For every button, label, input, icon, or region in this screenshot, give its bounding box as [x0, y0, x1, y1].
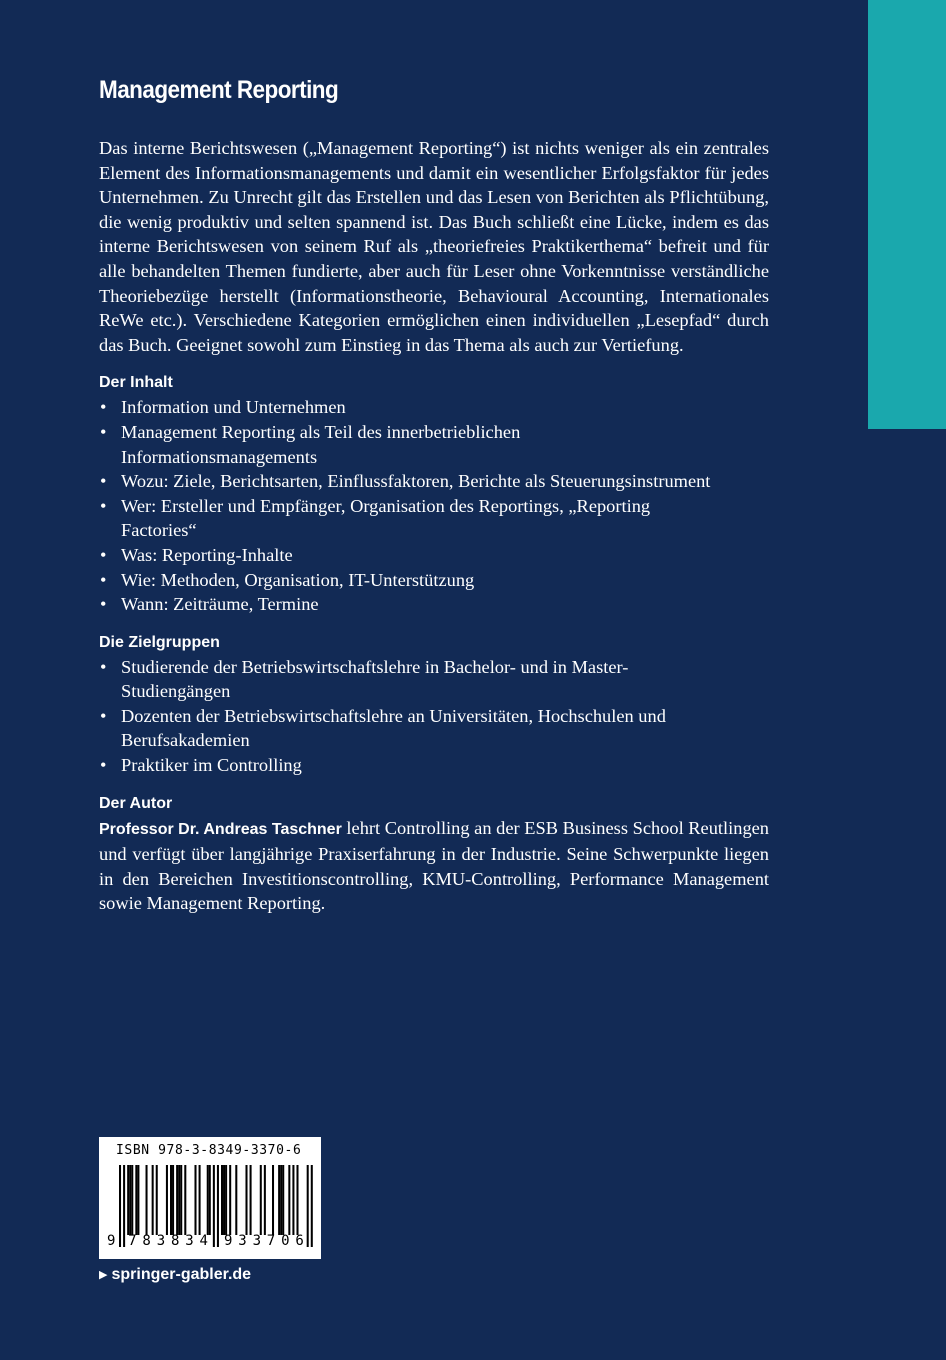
barcode-bar [282, 1165, 284, 1235]
section-heading: Die Zielgruppen [99, 633, 220, 651]
author-bio: lehrt Controlling an der ESB Business School Reutlingen und verfügt über langjährige Praxiserfahrung in der Industrie. Seine Schwerpunkte liegen in den Bereichen Investitionscontrolling, KMU-Controlling, Performance Management sowie Management Reporting. [99, 817, 769, 914]
section-zielgruppen [99, 631, 769, 778]
accent-stripe [868, 0, 946, 429]
barcode-bar [280, 1165, 282, 1235]
author-paragraph [99, 816, 769, 916]
barcode-bar [296, 1165, 298, 1235]
barcode-digits [99, 1233, 321, 1253]
barcode-digit: 8 [171, 1233, 180, 1249]
barcode-bar [176, 1165, 178, 1235]
barcode-digit: 7 [128, 1233, 137, 1249]
barcode-digit: 3 [238, 1233, 247, 1249]
barcode-digit: 7 [266, 1233, 276, 1249]
inhalt-list [99, 395, 769, 616]
barcode-digit: 3 [252, 1233, 262, 1249]
barcode-bar [127, 1165, 129, 1235]
isbn-label: ISBN 978-3-8349-3370-6 [116, 1143, 302, 1158]
barcode-bar [235, 1165, 237, 1235]
book-title: Management Reporting [99, 76, 339, 104]
author-name: Professor Dr. Andreas Taschner [99, 820, 342, 838]
list-item: • Dozenten der Betriebswirtschaftslehre an Universitäten, Hochschulen und Berufsakademien [99, 704, 691, 753]
barcode-bar [166, 1165, 168, 1235]
barcode-bar [146, 1165, 148, 1235]
barcode-digit: 9 [107, 1233, 116, 1249]
list-item: • Management Reporting als Teil des innerbetrieblichen Informationsmanagements [99, 420, 591, 469]
barcode-bar [272, 1165, 274, 1235]
barcode-bar [207, 1165, 209, 1235]
arrow-right-icon: ▶ [99, 1269, 108, 1281]
barcode-bar [245, 1165, 247, 1235]
barcode-bar [172, 1165, 174, 1235]
barcode-bar [223, 1165, 225, 1235]
barcode-bar [135, 1165, 137, 1235]
barcode-bar [156, 1165, 158, 1235]
back-cover-text [99, 72, 769, 916]
list-item: • Was: Reporting-Inhalte [99, 543, 769, 568]
website-label: springer-gabler.de [111, 1266, 252, 1283]
section-inhalt [99, 371, 769, 616]
barcode-bar [184, 1165, 186, 1235]
barcode-bar [250, 1165, 252, 1235]
list-item: • Wozu: Ziele, Berichtsarten, Einflussfaktoren, Berichte als Steuerungsinstrument [99, 469, 769, 494]
publisher-website[interactable] [99, 1264, 251, 1286]
barcode-bar [225, 1165, 227, 1235]
list-item: • Wann: Zeiträume, Termine [99, 592, 769, 617]
barcode-bar [288, 1165, 290, 1235]
barcode-bar [137, 1165, 139, 1235]
barcode-bar [131, 1165, 133, 1235]
barcode-digit: 9 [224, 1233, 233, 1249]
barcode-bar [180, 1165, 182, 1235]
barcode-bar [209, 1165, 211, 1235]
barcode-bar [292, 1165, 294, 1235]
zielgruppen-list [99, 655, 769, 778]
barcode-bar [260, 1165, 262, 1235]
barcode-digit: 6 [295, 1233, 304, 1249]
list-item: • Praktiker im Controlling [99, 753, 769, 778]
barcode-bar [278, 1165, 280, 1235]
list-item: • Wie: Methoden, Organisation, IT-Unterstützung [99, 568, 769, 593]
list-item: • Studierende der Betriebswirtschaftslehre in Bachelor- und in Master-Studiengängen [99, 655, 681, 704]
barcode-bar [152, 1165, 154, 1235]
barcode-bar [264, 1165, 266, 1235]
barcode-bar [229, 1165, 231, 1235]
barcode-bar [221, 1165, 223, 1235]
barcode-bar [194, 1165, 196, 1235]
list-item: • Information und Unternehmen [99, 395, 769, 420]
isbn-barcode [99, 1137, 321, 1259]
section-autor [99, 792, 769, 916]
barcode-digit: 3 [185, 1233, 194, 1249]
barcode-bar [178, 1165, 180, 1235]
barcode-bar [170, 1165, 172, 1235]
section-heading: Der Inhalt [99, 374, 173, 392]
barcode-digit: 3 [156, 1233, 166, 1249]
barcode-bar [129, 1165, 131, 1235]
barcode-digit: 8 [142, 1233, 151, 1249]
section-heading: Der Autor [99, 794, 173, 812]
barcode-digit: 0 [281, 1233, 290, 1249]
barcode-bar [199, 1165, 201, 1235]
barcode-digit: 4 [199, 1233, 208, 1249]
intro-paragraph: Das interne Berichtswesen („Management Reporting“) ist nichts weniger als ein zentrales Element des Informationsmanagements und damit ein wesentlicher Erfolgsfaktor für jedes Unternehmen. Zu Unrecht gilt das Erstellen und das Lesen von Berichten als Pflichtübung, die wenig produktiv und selten spannend ist. Das Buch schließt eine Lücke, indem es das interne Berichtswesen von seinem Ruf als „theoriefreies Praktikerthema“ befreit und für alle behandelten Themen fundierte, aber auch für Leser ohne Vorkenntnisse verständliche Theoriebezüge herstellt (Informationstheorie, Behavioural Accounting, Internationales ReWe etc.). Verschiedene Kategorien ermöglichen einen individuellen „Lesepfad“ durch das Buch. Geeignet sowohl zum Einstieg in das Thema als auch zur Vertiefung. [99, 138, 769, 355]
list-item: • Wer: Ersteller und Empfänger, Organisation des Reportings, „Reporting Factories“ [99, 494, 721, 543]
